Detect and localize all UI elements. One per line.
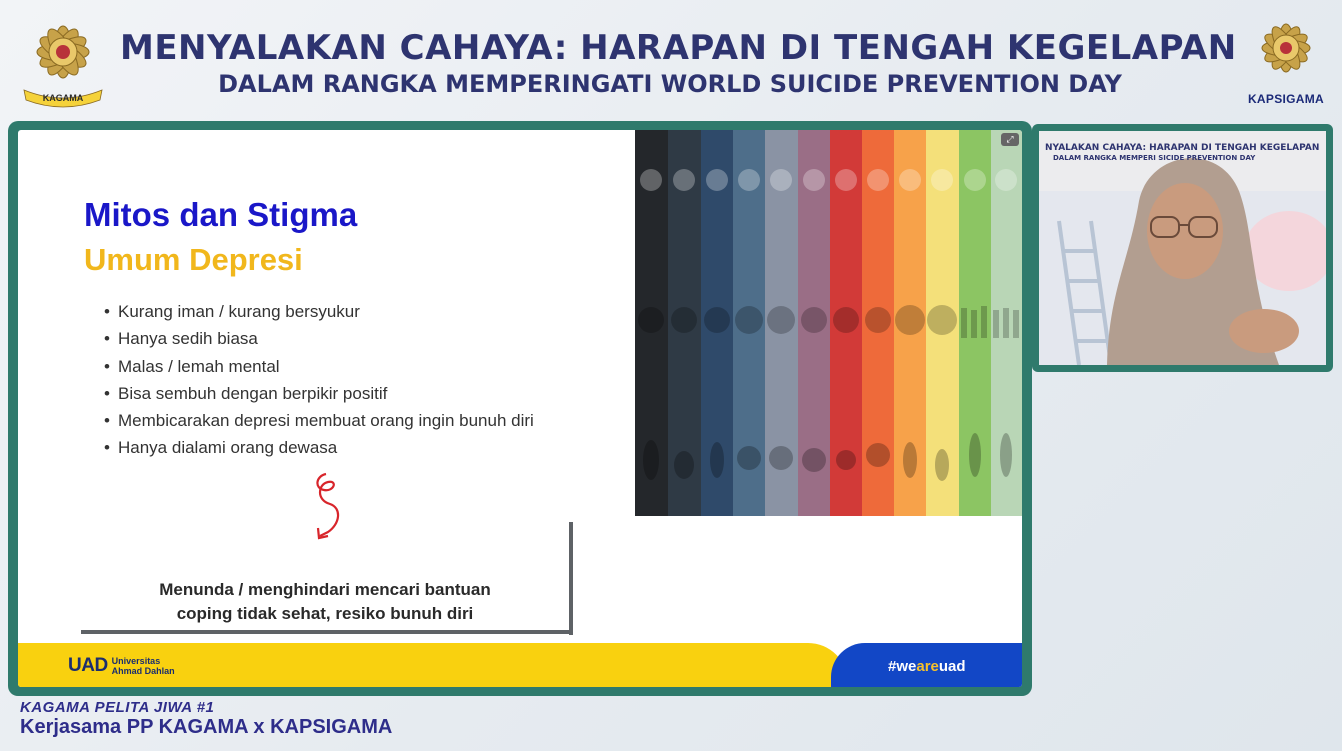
uad-university-name [112, 656, 175, 676]
conclusion-line-2: coping tidak sehat, resiko bunuh diri [176, 604, 474, 623]
svg-text:KAGAMA: KAGAMA [42, 93, 84, 103]
event-title: MENYALAKAN CAHAYA: HARAPAN DI TENGAH KEGELAPAN [120, 28, 1237, 68]
kagama-emblem-icon [20, 10, 106, 108]
list-item: • Malas / lemah mental [104, 353, 534, 380]
speaker-face [1147, 183, 1223, 279]
speaker-hand [1229, 309, 1299, 353]
hashtag-are: are [916, 658, 939, 675]
slide-heading: Mitos dan Stigma [84, 196, 358, 233]
video-banner-subtitle: DALAM RANGKA MEMPERI SICIDE PREVENTION DAY [1053, 154, 1256, 162]
list-item: • Hanya dialami orang dewasa [104, 434, 534, 461]
faces-illustration [635, 130, 1022, 516]
bracket-line-vertical [569, 522, 573, 635]
list-item: • Kurang iman / kurang bersyukur [104, 298, 534, 325]
hashtag-weareuad [888, 658, 966, 675]
speaker-video[interactable] [1039, 131, 1326, 365]
myth-list [104, 298, 534, 462]
kapsigama-label: KAPSIGAMA [1247, 92, 1325, 106]
presentation-slide [18, 130, 1022, 687]
list-item: • Bisa sembuh dengan berpikir positif [104, 380, 534, 407]
speaker-video-frame [1032, 124, 1333, 372]
hashtag-prefix: # [888, 658, 897, 675]
uad-mark: UAD [68, 655, 108, 676]
bracket-line-horizontal [81, 630, 573, 634]
uad-name-line1: Universitas [111, 656, 161, 666]
slide-conclusion [100, 578, 550, 626]
curly-arrow-icon [308, 470, 348, 546]
list-item: • Hanya sedih biasa [104, 325, 534, 352]
speaker-video-scene [1039, 131, 1326, 365]
hashtag-uad: uad [938, 658, 966, 675]
list-item: • Membicarakan depresi membuat orang ingin bunuh diri [104, 407, 534, 434]
hashtag-we: we [896, 658, 917, 675]
collaboration-label: Kerjasama PP KAGAMA x KAPSIGAMA [20, 716, 393, 738]
kagama-logo [18, 10, 108, 108]
kapsigama-logo [1236, 8, 1336, 106]
conclusion-line-1: Menunda / menghindari mencari bantuan [159, 580, 491, 599]
kapsigama-emblem-icon [1246, 8, 1326, 90]
uad-logo [68, 655, 175, 677]
expand-icon[interactable]: ⤢ [1001, 133, 1019, 146]
series-label: KAGAMA PELITA JIWA #1 [20, 699, 215, 716]
uad-name-line2: Ahmad Dahlan [111, 666, 175, 676]
event-subtitle: DALAM RANGKA MEMPERINGATI WORLD SUICIDE PREVENTION DAY [218, 70, 1122, 98]
video-banner-title: NYALAKAN CAHAYA: HARAPAN DI TENGAH KEGELAPAN [1045, 143, 1320, 153]
slide-subheading: Umum Depresi [84, 242, 303, 277]
presentation-frame [8, 121, 1032, 696]
